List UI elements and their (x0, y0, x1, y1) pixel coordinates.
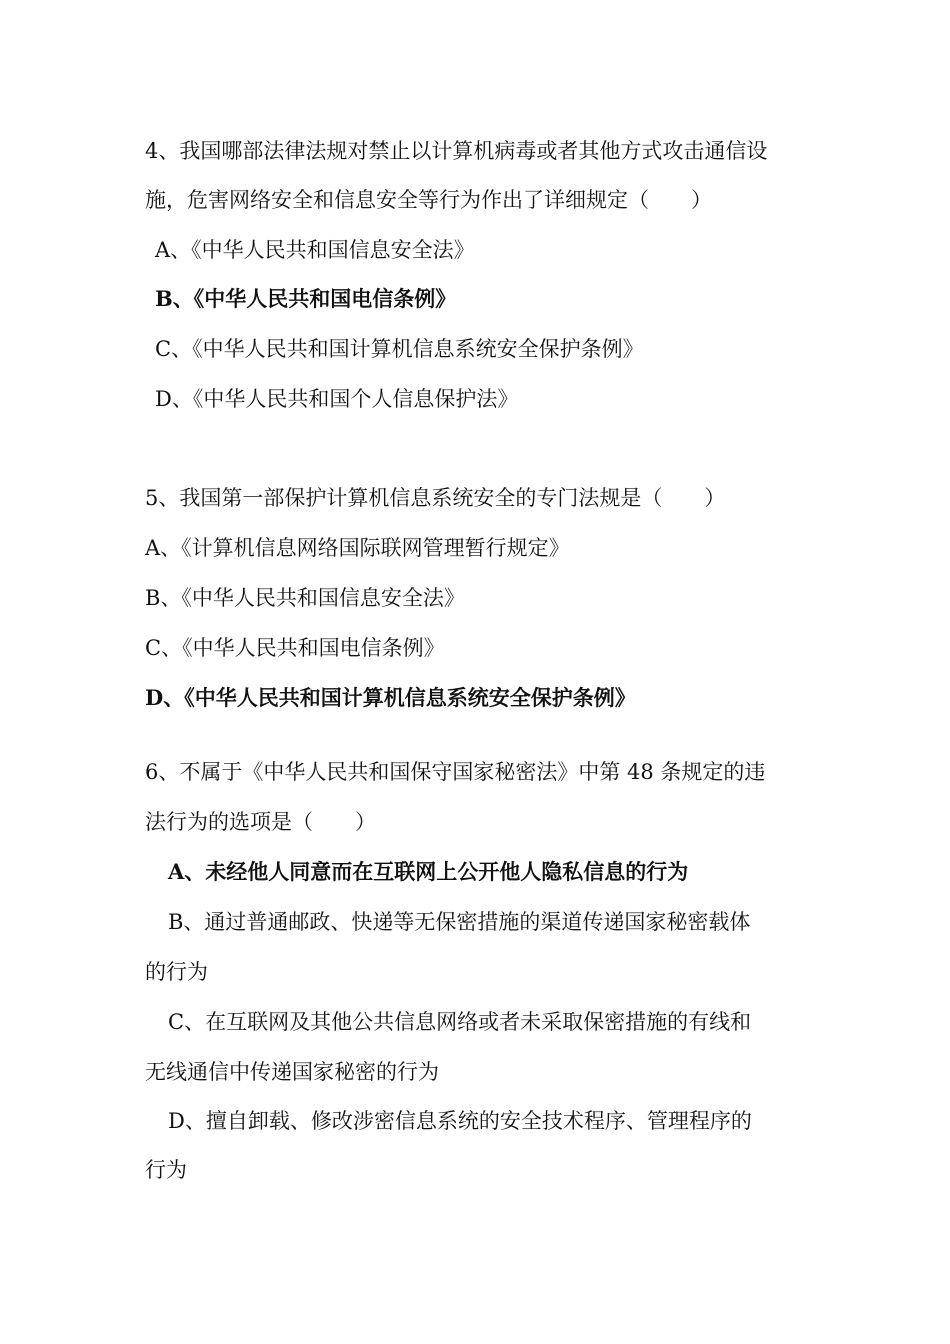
question-6-stem-line-2: 法行为的选项是（ ） (145, 810, 376, 834)
question-4-option-b-correct: B、《中华人民共和国电信条例》 (155, 286, 457, 311)
question-6-option-b-line-1: B、通过普通邮政、快递等无保密措施的渠道传递国家秘密载体 (168, 910, 751, 934)
question-5-option-a: A、《计算机信息网络国际联网管理暂行规定》 (145, 536, 570, 560)
question-6-option-b-line-2: 的行为 (145, 960, 208, 984)
question-4-stem-line-2: 施，危害网络安全和信息安全等行为作出了详细规定（ ） (145, 188, 712, 212)
question-6-option-a-correct: A、未经他人同意而在互联网上公开他人隐私信息的行为 (168, 859, 689, 884)
question-4-stem-line-1: 4、我国哪部法律法规对禁止以计算机病毒或者其他方式攻击通信设 (145, 139, 768, 163)
question-6-option-d-line-2: 行为 (145, 1158, 187, 1182)
question-4-option-a: A、《中华人民共和国信息安全法》 (155, 238, 475, 262)
question-5-option-b: B、《中华人民共和国信息安全法》 (145, 586, 465, 610)
question-5-stem-line-1: 5、我国第一部保护计算机信息系统安全的专门法规是（ ） (145, 486, 726, 510)
question-6-option-c-line-2: 无线通信中传递国家秘密的行为 (145, 1060, 439, 1084)
question-4-option-d: D、《中华人民共和国个人信息保护法》 (155, 387, 519, 411)
question-5-option-c: C、《中华人民共和国电信条例》 (145, 636, 445, 660)
question-4-option-c: C、《中华人民共和国计算机信息系统安全保护条例》 (155, 337, 644, 361)
question-5-option-d-correct: D、《中华人民共和国计算机信息系统安全保护条例》 (145, 685, 636, 710)
question-6-stem-line-1: 6、不属于《中华人民共和国保守国家秘密法》中第 48 条规定的违 (145, 760, 766, 784)
question-6-option-c-line-1: C、在互联网及其他公共信息网络或者未采取保密措施的有线和 (168, 1010, 752, 1034)
question-6-option-d-line-1: D、擅自卸载、修改涉密信息系统的安全技术程序、管理程序的 (168, 1109, 752, 1133)
